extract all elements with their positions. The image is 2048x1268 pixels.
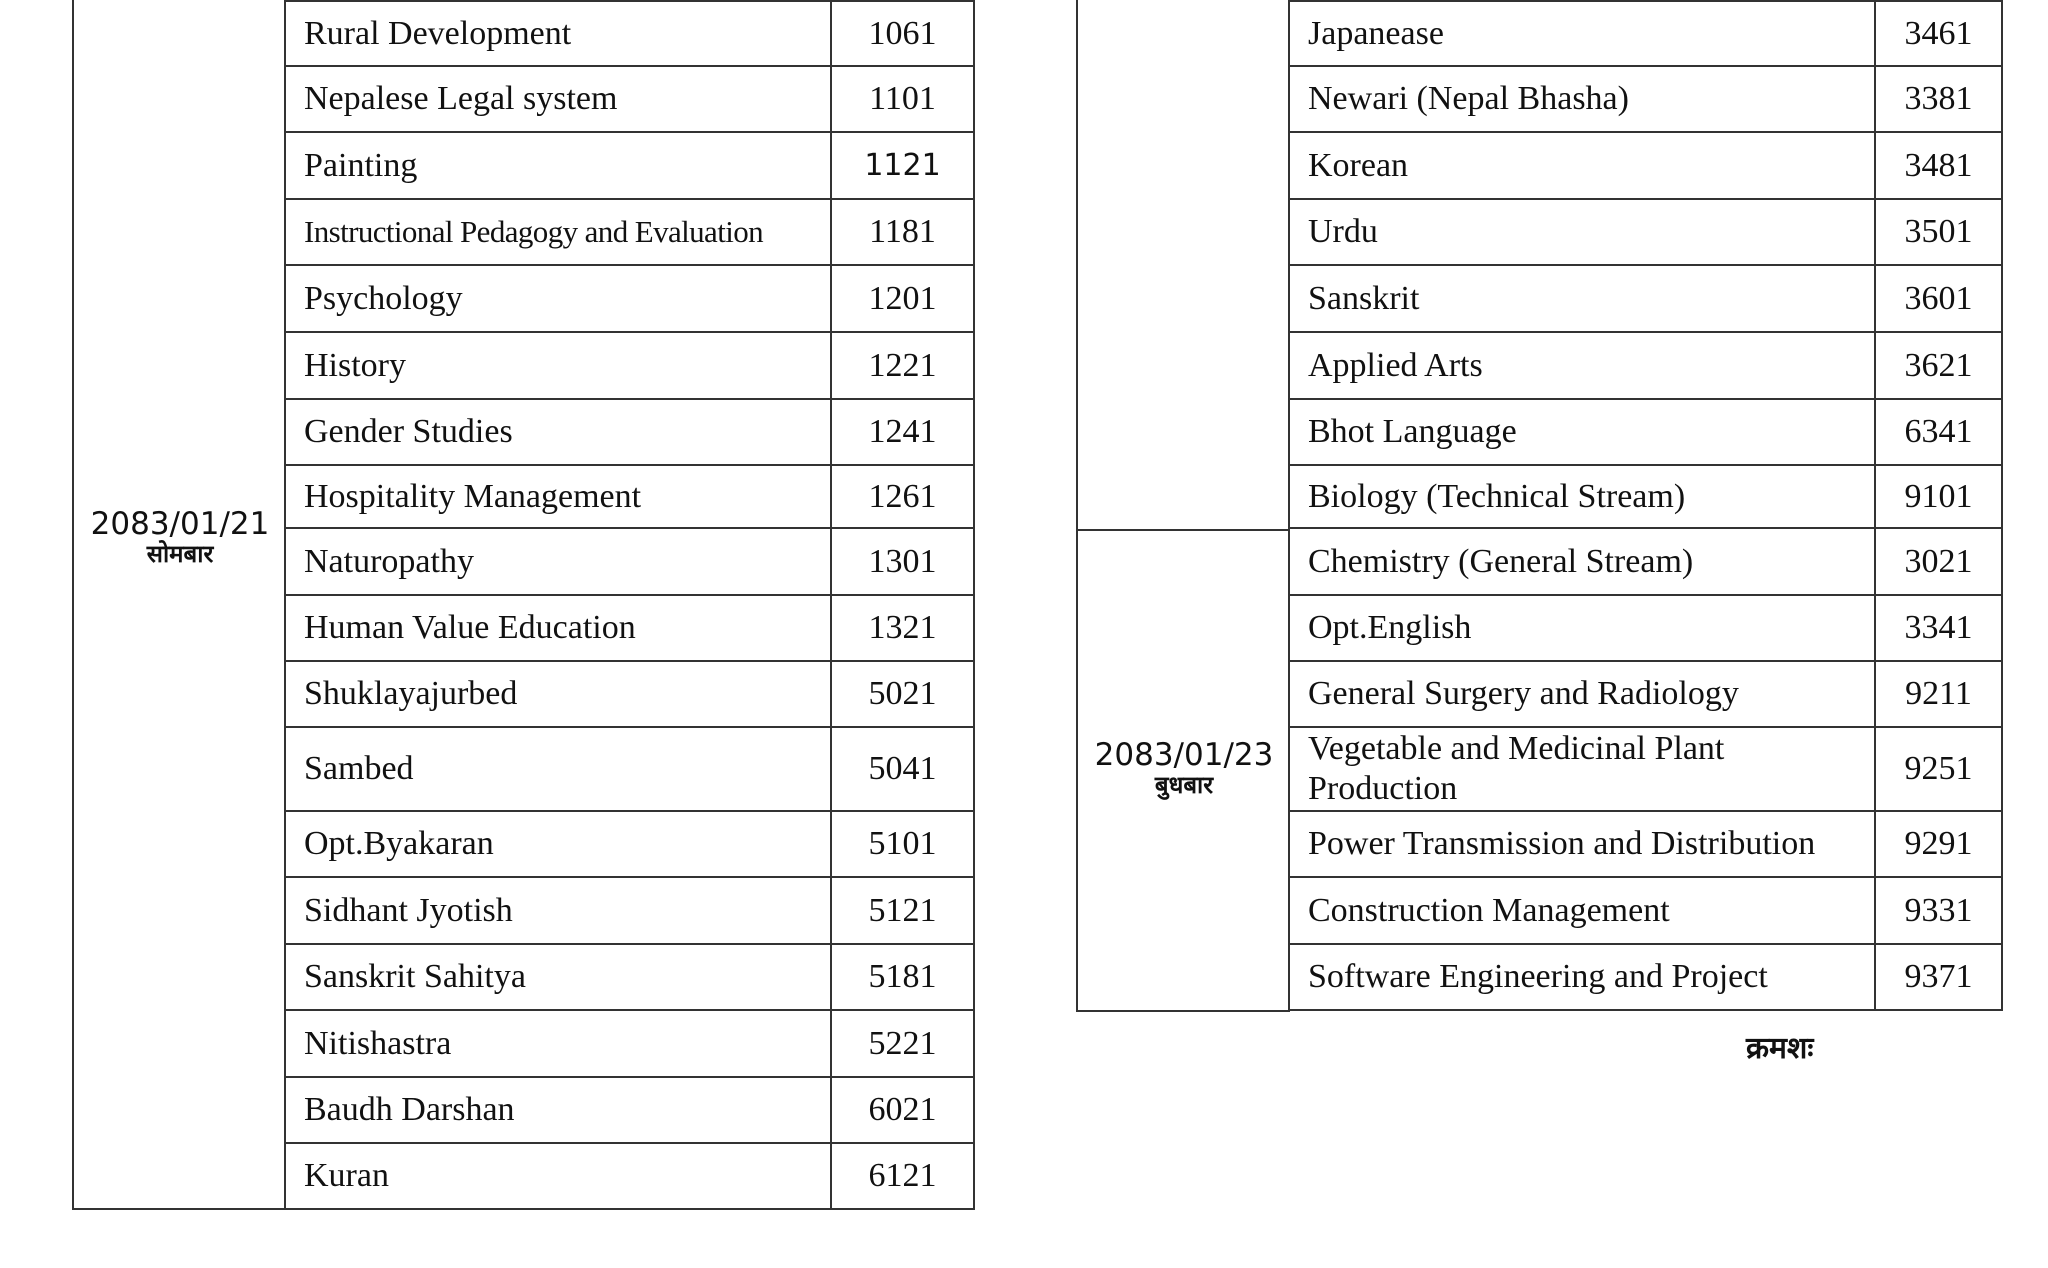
subject-name: Korean: [1290, 133, 1876, 198]
subject-code: 1101: [869, 80, 936, 117]
subject-name: Japanease: [1290, 2, 1876, 65]
subject-name: Software Engineering and Project: [1290, 945, 1876, 1009]
subject-code: 3461: [1904, 14, 1973, 52]
subject-code: 9101: [1904, 477, 1973, 515]
subject-name: Human Value Education: [286, 596, 832, 660]
subject-code: 5101: [868, 825, 937, 862]
subject-name: Opt.Byakaran: [286, 812, 832, 876]
subject-code: 3601: [1904, 279, 1973, 317]
subject-code: 1181: [869, 213, 936, 250]
subject-code: 9291: [1904, 825, 1973, 862]
table-row: [284, 878, 975, 945]
subject-code: 3341: [1904, 609, 1973, 646]
subject-name: Sanskrit: [1290, 266, 1876, 331]
table-row: [1288, 662, 2003, 728]
subject-name: Nitishastra: [286, 1011, 832, 1076]
subject-name: Shuklayajurbed: [286, 662, 832, 726]
subject-code: 9331: [1904, 891, 1973, 929]
subject-name: Opt.English: [1290, 596, 1876, 660]
subject-name: Nepalese Legal system: [286, 67, 832, 131]
subject-name: Biology (Technical Stream): [1290, 466, 1876, 527]
table-row: [284, 1144, 975, 1210]
table-row: [284, 0, 975, 67]
table-row: [1288, 0, 2003, 67]
subject-code: 3481: [1904, 146, 1973, 184]
subject-name: Instructional Pedagogy and Evaluation: [286, 200, 832, 264]
table-row: [1288, 596, 2003, 662]
continued-label: क्रमशः: [1746, 1031, 1814, 1066]
subject-code: 3621: [1904, 346, 1973, 384]
table-row: [1288, 728, 2003, 812]
date-cell-continued: [1076, 0, 1290, 531]
subject-code: 3501: [1904, 213, 1973, 250]
table-row: [284, 1078, 975, 1144]
subject-name: Applied Arts: [1290, 333, 1876, 398]
subject-name: Construction Management: [1290, 878, 1876, 943]
table-row: [284, 945, 975, 1011]
subject-name: Power Transmission and Distribution: [1290, 812, 1876, 876]
subject-code: 6341: [1904, 413, 1973, 450]
table-row: [284, 728, 975, 812]
subject-name: Vegetable and Medicinal Plant Production: [1290, 728, 1876, 810]
date-cell-2083-01-21: [72, 0, 286, 1210]
subject-name: Hospitality Management: [286, 466, 832, 527]
table-row: [284, 529, 975, 596]
table-row: [1288, 133, 2003, 200]
subject-code: 1261: [868, 477, 937, 515]
subject-code: 1301: [868, 542, 937, 580]
subject-name: Kuran: [286, 1144, 832, 1208]
subject-code: 1061: [868, 14, 937, 52]
table-row: [284, 1011, 975, 1078]
table-row: [1288, 878, 2003, 945]
exam-day: बुधबार: [1154, 771, 1214, 799]
table-row: [284, 133, 975, 200]
table-row: [1288, 333, 2003, 400]
table-row: [1288, 200, 2003, 266]
subject-name: Baudh Darshan: [286, 1078, 832, 1142]
subject-code: 1201: [868, 279, 937, 317]
subject-code: 3381: [1904, 80, 1973, 117]
subject-code: 5121: [868, 891, 937, 929]
table-row: [284, 200, 975, 266]
table-row: [284, 596, 975, 662]
subject-name: Urdu: [1290, 200, 1876, 264]
table-row: [284, 812, 975, 878]
date-cell-2083-01-23: [1076, 529, 1290, 1012]
subject-name: History: [286, 333, 832, 398]
subject-code: 3021: [1904, 542, 1973, 580]
subject-code: 5221: [868, 1024, 937, 1062]
subject-code: 9371: [1904, 958, 1973, 995]
subject-name: Bhot Language: [1290, 400, 1876, 464]
subject-code: 1241: [868, 413, 937, 450]
exam-day: सोमबार: [146, 540, 214, 568]
subject-name: Gender Studies: [286, 400, 832, 464]
subject-code: 5021: [868, 675, 937, 712]
subject-code: 9211: [1905, 675, 1972, 712]
subject-name: Sambed: [286, 728, 832, 810]
subject-name: Newari (Nepal Bhasha): [1290, 67, 1876, 131]
table-row: [284, 333, 975, 400]
subject-code: 6021: [868, 1091, 937, 1128]
subject-name: Sanskrit Sahitya: [286, 945, 832, 1009]
subject-name: General Surgery and Radiology: [1290, 662, 1876, 726]
table-row: [284, 266, 975, 333]
table-row: [1288, 945, 2003, 1011]
table-row: [1288, 466, 2003, 529]
table-row: [284, 67, 975, 133]
exam-date: 2083/01/21: [90, 506, 270, 542]
exam-date: 2083/01/23: [1094, 737, 1274, 773]
table-row: [284, 466, 975, 529]
subject-name: Naturopathy: [286, 529, 832, 594]
subject-code: 1221: [868, 346, 937, 384]
subject-name: Rural Development: [286, 2, 832, 65]
subject-name: Chemistry (General Stream): [1290, 529, 1876, 594]
table-row: [1288, 67, 2003, 133]
subject-code: 1321: [868, 609, 937, 646]
table-row: [284, 662, 975, 728]
subject-code: 6121: [868, 1157, 937, 1194]
table-row: [1288, 400, 2003, 466]
subject-code: 5041: [868, 750, 937, 787]
subject-name: Painting: [286, 133, 832, 198]
subject-code: 5181: [868, 958, 937, 995]
table-row: [284, 400, 975, 466]
subject-name: Psychology: [286, 266, 832, 331]
subject-code: 9251: [1904, 750, 1973, 787]
table-row: [1288, 812, 2003, 878]
subject-name: Sidhant Jyotish: [286, 878, 832, 943]
table-row: [1288, 529, 2003, 596]
subject-code: 1121: [864, 148, 941, 183]
table-row: [1288, 266, 2003, 333]
